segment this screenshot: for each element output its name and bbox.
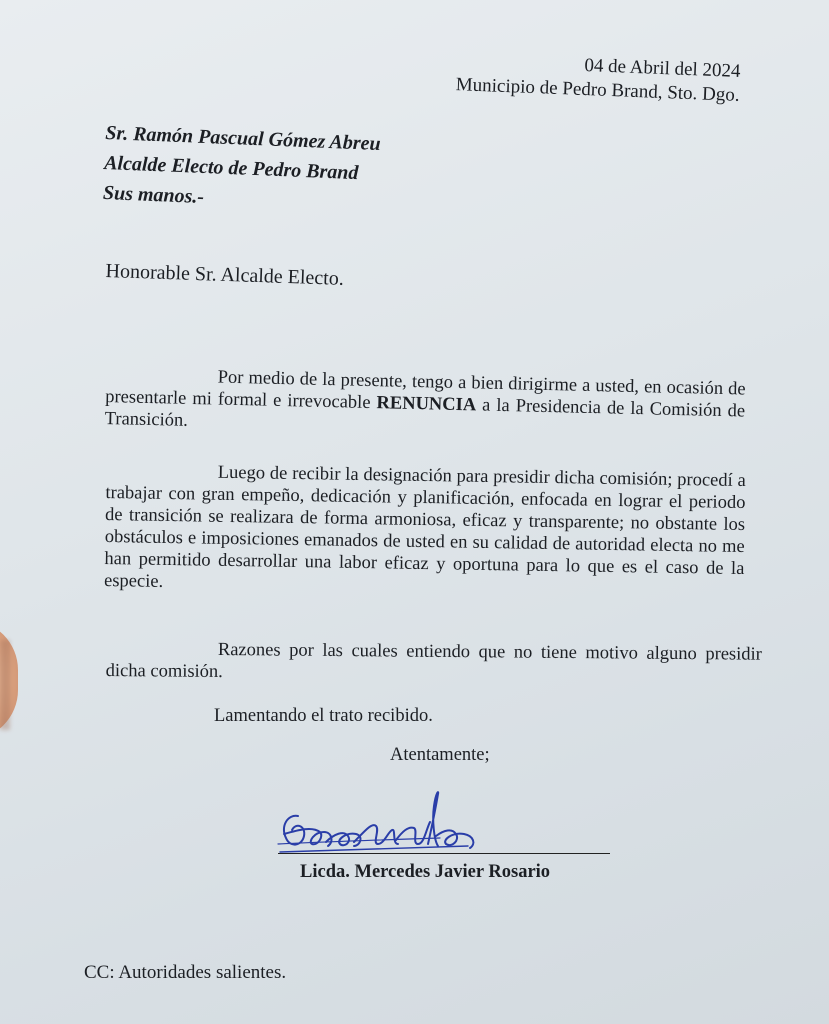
- paragraph-resignation: [105, 364, 746, 445]
- salutation: Honorable Sr. Alcalde Electo.: [105, 260, 345, 290]
- paragraph-conclusion: Razones por las cuales entiendo que no tiene motivo alguno presidir dicha comisión.: [105, 639, 762, 683]
- closing-salutation: Atentamente;: [390, 745, 490, 765]
- paragraph-reasons: Luego de recibir la designación para presidir dicha comisión; procedí a trabajar con gran empeño, dedicación y planificación, enfocada en lograr el periodo de transición se realizara de forma armoniosa, eficaz y transparente; no obstante los obstáculos e imposiciones emanados de usted en su calidad de autoridad electa no me han permitido desarrollar una labor eficaz y oportuna para lo que es el caso de la especie.: [103, 462, 746, 592]
- signature-line: [278, 853, 610, 854]
- cc-line: CC: Autoridades salientes.: [84, 962, 287, 983]
- handwritten-signature: [268, 786, 488, 866]
- closing-line: Lamentando el trato recibido.: [214, 706, 433, 726]
- date-location-block: [455, 49, 741, 108]
- letter-location: Municipio de Pedro Brand, Sto. Dgo.: [455, 74, 741, 106]
- resignation-emphasis: RENUNCIA: [376, 393, 477, 416]
- letter-date: 04 de Abril del 2024: [584, 55, 741, 82]
- recipient-name: Sr. Ramón Pascual Gómez Abreu: [104, 121, 382, 156]
- recipient-closing: Sus manos.-: [102, 181, 205, 208]
- recipient-block: [102, 118, 381, 219]
- recipient-title: Alcalde Electo de Pedro Brand: [103, 151, 359, 185]
- signer-name: Licda. Mercedes Javier Rosario: [300, 862, 551, 882]
- paragraph-resignation-end: a la Presidencia de la Comisión de Transición.: [104, 395, 746, 431]
- finger-shadow: [0, 640, 10, 730]
- paragraph-resignation-start: Por medio de la presente, tengo a bien dirigirme a usted, en ocasión de presentarle mi formal e irrevocable: [105, 367, 746, 414]
